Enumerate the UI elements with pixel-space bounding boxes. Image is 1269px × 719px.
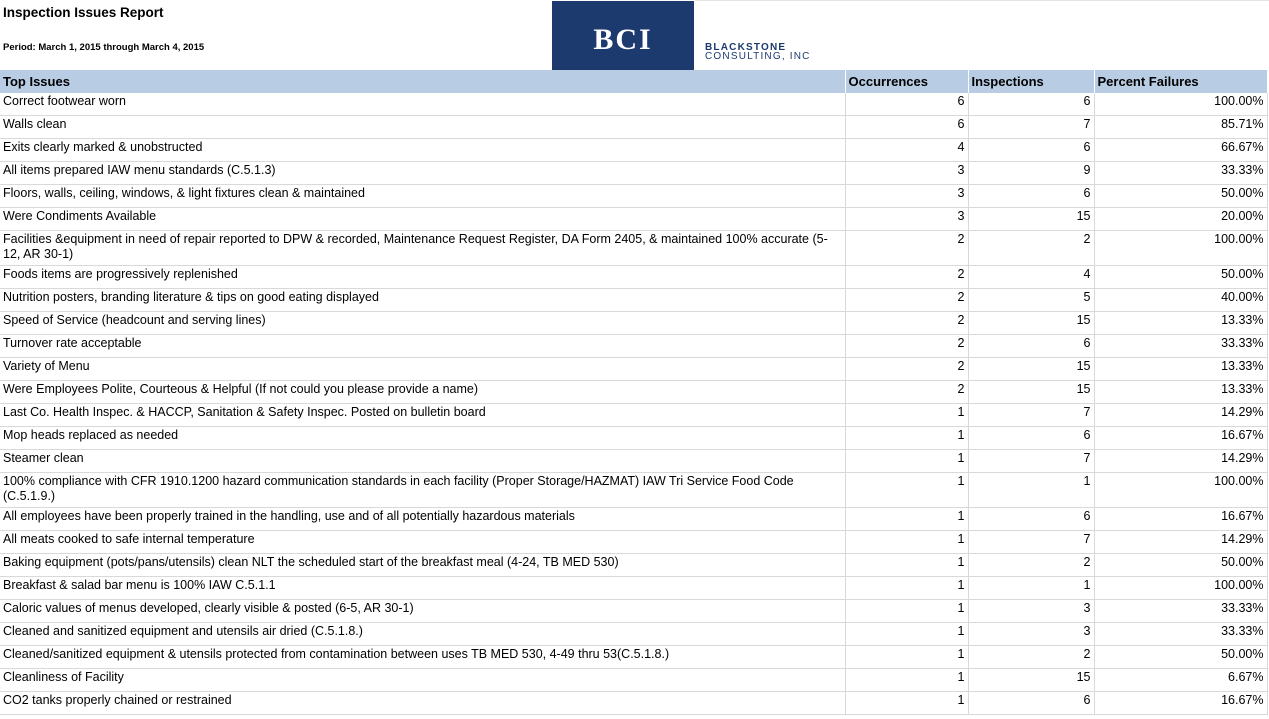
occurrences-cell: 1 bbox=[845, 692, 968, 715]
table-row bbox=[0, 473, 1267, 508]
company-logo-mark: BCI bbox=[552, 1, 694, 70]
occurrences-cell: 1 bbox=[845, 669, 968, 692]
issue-cell: Facilities &equipment in need of repair reported to DPW & recorded, Maintenance Request Register, DA Form 2405, & maintained 100% accurate (5-12, AR 30-1) bbox=[0, 231, 845, 266]
percent-failures-cell: 20.00% bbox=[1094, 208, 1267, 231]
issue-cell: Cleaned and sanitized equipment and utensils air dried (C.5.1.8.) bbox=[0, 623, 845, 646]
inspections-cell: 4 bbox=[968, 266, 1094, 289]
occurrences-cell: 2 bbox=[845, 231, 968, 266]
table-row bbox=[0, 623, 1267, 646]
issue-cell: Cleaned/sanitized equipment & utensils protected from contamination between uses TB MED 530, 4-49 thru 53(C.5.1.8.) bbox=[0, 646, 845, 669]
table-row bbox=[0, 531, 1267, 554]
report-title: Inspection Issues Report bbox=[3, 5, 164, 20]
inspections-cell: 15 bbox=[968, 381, 1094, 404]
occurrences-cell: 3 bbox=[845, 162, 968, 185]
occurrences-cell: 1 bbox=[845, 473, 968, 508]
table-header-row bbox=[0, 70, 1267, 93]
occurrences-cell: 2 bbox=[845, 358, 968, 381]
table-row bbox=[0, 404, 1267, 427]
percent-failures-cell: 50.00% bbox=[1094, 185, 1267, 208]
percent-failures-cell: 13.33% bbox=[1094, 358, 1267, 381]
inspections-cell: 7 bbox=[968, 116, 1094, 139]
percent-failures-cell: 100.00% bbox=[1094, 93, 1267, 116]
table-row bbox=[0, 139, 1267, 162]
table-row bbox=[0, 508, 1267, 531]
occurrences-cell: 2 bbox=[845, 312, 968, 335]
report-header bbox=[0, 0, 1269, 70]
occurrences-cell: 1 bbox=[845, 623, 968, 646]
inspections-cell: 6 bbox=[968, 335, 1094, 358]
percent-failures-cell: 14.29% bbox=[1094, 450, 1267, 473]
issue-cell: Exits clearly marked & unobstructed bbox=[0, 139, 845, 162]
percent-failures-cell: 14.29% bbox=[1094, 531, 1267, 554]
table-body bbox=[0, 93, 1267, 715]
table-row bbox=[0, 93, 1267, 116]
issue-cell: All items prepared IAW menu standards (C.5.1.3) bbox=[0, 162, 845, 185]
header-divider bbox=[695, 0, 1269, 1]
table-row bbox=[0, 185, 1267, 208]
inspections-cell: 6 bbox=[968, 185, 1094, 208]
inspections-cell: 7 bbox=[968, 404, 1094, 427]
percent-failures-cell: 33.33% bbox=[1094, 162, 1267, 185]
issue-cell: 100% compliance with CFR 1910.1200 hazard communication standards in each facility (Proper Storage/HAZMAT) IAW Tri Service Food Code (C.5.1.9.) bbox=[0, 473, 845, 508]
issue-cell: Variety of Menu bbox=[0, 358, 845, 381]
occurrences-cell: 2 bbox=[845, 266, 968, 289]
inspections-cell: 1 bbox=[968, 473, 1094, 508]
occurrences-cell: 1 bbox=[845, 508, 968, 531]
table-row bbox=[0, 231, 1267, 266]
inspections-cell: 15 bbox=[968, 208, 1094, 231]
inspections-cell: 1 bbox=[968, 577, 1094, 600]
inspections-cell: 2 bbox=[968, 231, 1094, 266]
issue-cell: Speed of Service (headcount and serving lines) bbox=[0, 312, 845, 335]
occurrences-cell: 2 bbox=[845, 335, 968, 358]
table-row bbox=[0, 116, 1267, 139]
percent-failures-cell: 100.00% bbox=[1094, 231, 1267, 266]
table-row bbox=[0, 646, 1267, 669]
percent-failures-cell: 33.33% bbox=[1094, 335, 1267, 358]
occurrences-cell: 1 bbox=[845, 577, 968, 600]
issue-cell: Nutrition posters, branding literature & tips on good eating displayed bbox=[0, 289, 845, 312]
occurrences-cell: 1 bbox=[845, 554, 968, 577]
percent-failures-cell: 13.33% bbox=[1094, 312, 1267, 335]
issue-cell: Mop heads replaced as needed bbox=[0, 427, 845, 450]
inspections-cell: 3 bbox=[968, 600, 1094, 623]
inspections-cell: 6 bbox=[968, 508, 1094, 531]
issue-cell: Walls clean bbox=[0, 116, 845, 139]
inspections-cell: 15 bbox=[968, 312, 1094, 335]
percent-failures-cell: 40.00% bbox=[1094, 289, 1267, 312]
occurrences-cell: 2 bbox=[845, 289, 968, 312]
percent-failures-cell: 13.33% bbox=[1094, 381, 1267, 404]
issue-cell: Turnover rate acceptable bbox=[0, 335, 845, 358]
occurrences-cell: 1 bbox=[845, 646, 968, 669]
table-row bbox=[0, 577, 1267, 600]
column-header-occurrences: Occurrences bbox=[845, 70, 968, 93]
column-header-inspections: Inspections bbox=[968, 70, 1094, 93]
occurrences-cell: 3 bbox=[845, 185, 968, 208]
percent-failures-cell: 85.71% bbox=[1094, 116, 1267, 139]
inspections-cell: 15 bbox=[968, 358, 1094, 381]
inspections-cell: 6 bbox=[968, 139, 1094, 162]
percent-failures-cell: 50.00% bbox=[1094, 554, 1267, 577]
issue-cell: Baking equipment (pots/pans/utensils) clean NLT the scheduled start of the breakfast meal (4-24, TB MED 530) bbox=[0, 554, 845, 577]
occurrences-cell: 3 bbox=[845, 208, 968, 231]
inspections-cell: 6 bbox=[968, 692, 1094, 715]
issue-cell: Correct footwear worn bbox=[0, 93, 845, 116]
percent-failures-cell: 100.00% bbox=[1094, 577, 1267, 600]
inspections-cell: 2 bbox=[968, 554, 1094, 577]
inspections-cell: 9 bbox=[968, 162, 1094, 185]
issue-cell: Breakfast & salad bar menu is 100% IAW C.5.1.1 bbox=[0, 577, 845, 600]
issue-cell: All employees have been properly trained in the handling, use and of all potentially hazardous materials bbox=[0, 508, 845, 531]
column-header-top-issues: Top Issues bbox=[0, 70, 845, 93]
inspections-cell: 2 bbox=[968, 646, 1094, 669]
table-row bbox=[0, 554, 1267, 577]
table-row bbox=[0, 162, 1267, 185]
percent-failures-cell: 50.00% bbox=[1094, 646, 1267, 669]
issue-cell: Were Condiments Available bbox=[0, 208, 845, 231]
table-row bbox=[0, 692, 1267, 715]
percent-failures-cell: 16.67% bbox=[1094, 508, 1267, 531]
issue-cell: Cleanliness of Facility bbox=[0, 669, 845, 692]
company-logo-text bbox=[705, 43, 811, 61]
percent-failures-cell: 100.00% bbox=[1094, 473, 1267, 508]
occurrences-cell: 4 bbox=[845, 139, 968, 162]
occurrences-cell: 1 bbox=[845, 600, 968, 623]
percent-failures-cell: 14.29% bbox=[1094, 404, 1267, 427]
table-row bbox=[0, 450, 1267, 473]
inspections-cell: 7 bbox=[968, 450, 1094, 473]
occurrences-cell: 1 bbox=[845, 450, 968, 473]
percent-failures-cell: 33.33% bbox=[1094, 600, 1267, 623]
table-row bbox=[0, 358, 1267, 381]
table-row bbox=[0, 427, 1267, 450]
occurrences-cell: 6 bbox=[845, 116, 968, 139]
occurrences-cell: 1 bbox=[845, 427, 968, 450]
issue-cell: Last Co. Health Inspec. & HACCP, Sanitation & Safety Inspec. Posted on bulletin board bbox=[0, 404, 845, 427]
issue-cell: Floors, walls, ceiling, windows, & light fixtures clean & maintained bbox=[0, 185, 845, 208]
issues-table bbox=[0, 70, 1268, 715]
inspections-cell: 3 bbox=[968, 623, 1094, 646]
issue-cell: CO2 tanks properly chained or restrained bbox=[0, 692, 845, 715]
percent-failures-cell: 16.67% bbox=[1094, 427, 1267, 450]
issue-cell: Foods items are progressively replenished bbox=[0, 266, 845, 289]
occurrences-cell: 1 bbox=[845, 404, 968, 427]
inspections-cell: 7 bbox=[968, 531, 1094, 554]
issue-cell: Were Employees Polite, Courteous & Helpful (If not could you please provide a name) bbox=[0, 381, 845, 404]
table-row bbox=[0, 208, 1267, 231]
table-row bbox=[0, 669, 1267, 692]
inspections-cell: 6 bbox=[968, 93, 1094, 116]
inspections-cell: 15 bbox=[968, 669, 1094, 692]
table-row bbox=[0, 600, 1267, 623]
logo-line-1: BLACKSTONE bbox=[705, 42, 787, 53]
percent-failures-cell: 33.33% bbox=[1094, 623, 1267, 646]
inspections-cell: 5 bbox=[968, 289, 1094, 312]
percent-failures-cell: 16.67% bbox=[1094, 692, 1267, 715]
percent-failures-cell: 66.67% bbox=[1094, 139, 1267, 162]
table-row bbox=[0, 312, 1267, 335]
issue-cell: All meats cooked to safe internal temperature bbox=[0, 531, 845, 554]
logo-line-2: CONSULTING, INC bbox=[705, 51, 811, 62]
table-row bbox=[0, 289, 1267, 312]
table-row bbox=[0, 381, 1267, 404]
table-row bbox=[0, 335, 1267, 358]
occurrences-cell: 6 bbox=[845, 93, 968, 116]
report-period: Period: March 1, 2015 through March 4, 2015 bbox=[3, 42, 205, 53]
percent-failures-cell: 50.00% bbox=[1094, 266, 1267, 289]
table-row bbox=[0, 266, 1267, 289]
percent-failures-cell: 6.67% bbox=[1094, 669, 1267, 692]
issue-cell: Caloric values of menus developed, clearly visible & posted (6-5, AR 30-1) bbox=[0, 600, 845, 623]
inspections-cell: 6 bbox=[968, 427, 1094, 450]
occurrences-cell: 1 bbox=[845, 531, 968, 554]
occurrences-cell: 2 bbox=[845, 381, 968, 404]
issue-cell: Steamer clean bbox=[0, 450, 845, 473]
column-header-percent-failures: Percent Failures bbox=[1094, 70, 1267, 93]
